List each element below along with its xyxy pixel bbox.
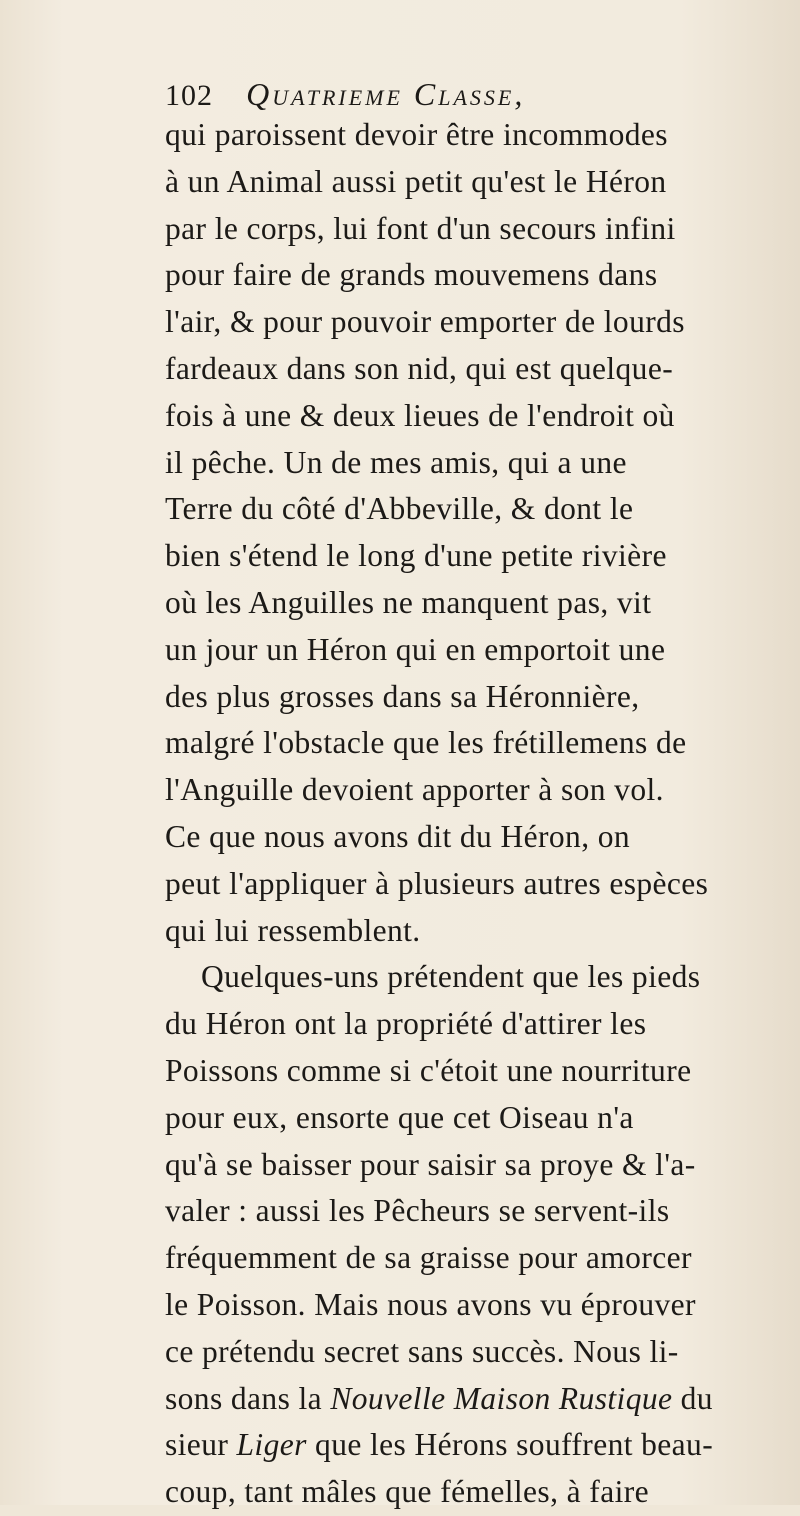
- page-number: 102: [165, 79, 213, 112]
- text-line: à un Animal aussi petit qu'est le Héron: [165, 163, 667, 199]
- text-line: le Poisson. Mais nous avons vu éprouver: [165, 1286, 696, 1322]
- text-line: où les Anguilles ne manquent pas, vit: [165, 584, 652, 620]
- text-line: fois à une & deux lieues de l'endroit où: [165, 397, 675, 433]
- body-text: [165, 112, 793, 1516]
- text-line: valer : aussi les Pêcheurs se servent-ils: [165, 1193, 670, 1229]
- text-line: fardeaux dans son nid, qui est quelque-: [165, 350, 674, 386]
- text-line: fréquemment de sa graisse pour amorcer: [165, 1240, 692, 1276]
- text-line: l'air, & pour pouvoir emporter de lourds: [165, 304, 685, 340]
- text-line: coup, tant mâles que fémelles, à faire: [165, 1474, 649, 1510]
- text-line: l'Anguille devoient apporter à son vol.: [165, 772, 664, 808]
- text-line: Poissons comme si c'étoit une nourriture: [165, 1052, 692, 1088]
- text-line: Quelques-uns prétendent que les pieds: [201, 959, 701, 995]
- text-line: malgré l'obstacle que les frétillemens de: [165, 725, 687, 761]
- text-line: des plus grosses dans sa Héronnière,: [165, 678, 640, 714]
- text-line: pour eux, ensorte que cet Oiseau n'a: [165, 1099, 634, 1135]
- text-line: qui paroissent devoir être incommodes: [165, 117, 668, 152]
- text-line: sieur Liger que les Hérons souffrent beau-: [165, 1427, 714, 1463]
- text-line: du Héron ont la propriété d'attirer les: [165, 1006, 647, 1042]
- text-line: un jour un Héron qui en emportoit une: [165, 631, 666, 667]
- running-title: Quatrieme Classe,: [246, 76, 526, 112]
- text-line: sons dans la Nouvelle Maison Rustique du: [165, 1380, 713, 1416]
- text-line: pour faire de grands mouvemens dans: [165, 257, 658, 293]
- italic-name: Liger: [236, 1427, 307, 1463]
- text-line: qu'à se baisser pour saisir sa proye & l'a-: [165, 1146, 696, 1182]
- text-line: qui lui ressemblent.: [165, 912, 421, 948]
- text-line: par le corps, lui font d'un secours infini: [165, 210, 676, 246]
- text-line: ce prétendu secret sans succès. Nous li-: [165, 1333, 679, 1369]
- text-line: bien s'étend le long d'une petite rivière: [165, 538, 667, 574]
- text-line: Ce que nous avons dit du Héron, on: [165, 818, 631, 854]
- text-line: Terre du côté d'Abbeville, & dont le: [165, 491, 634, 527]
- text-line: peut l'appliquer à plusieurs autres espèces: [165, 865, 709, 901]
- italic-title: Nouvelle Maison Rustique: [330, 1380, 673, 1416]
- text-line: il pêche. Un de mes amis, qui a une: [165, 444, 627, 480]
